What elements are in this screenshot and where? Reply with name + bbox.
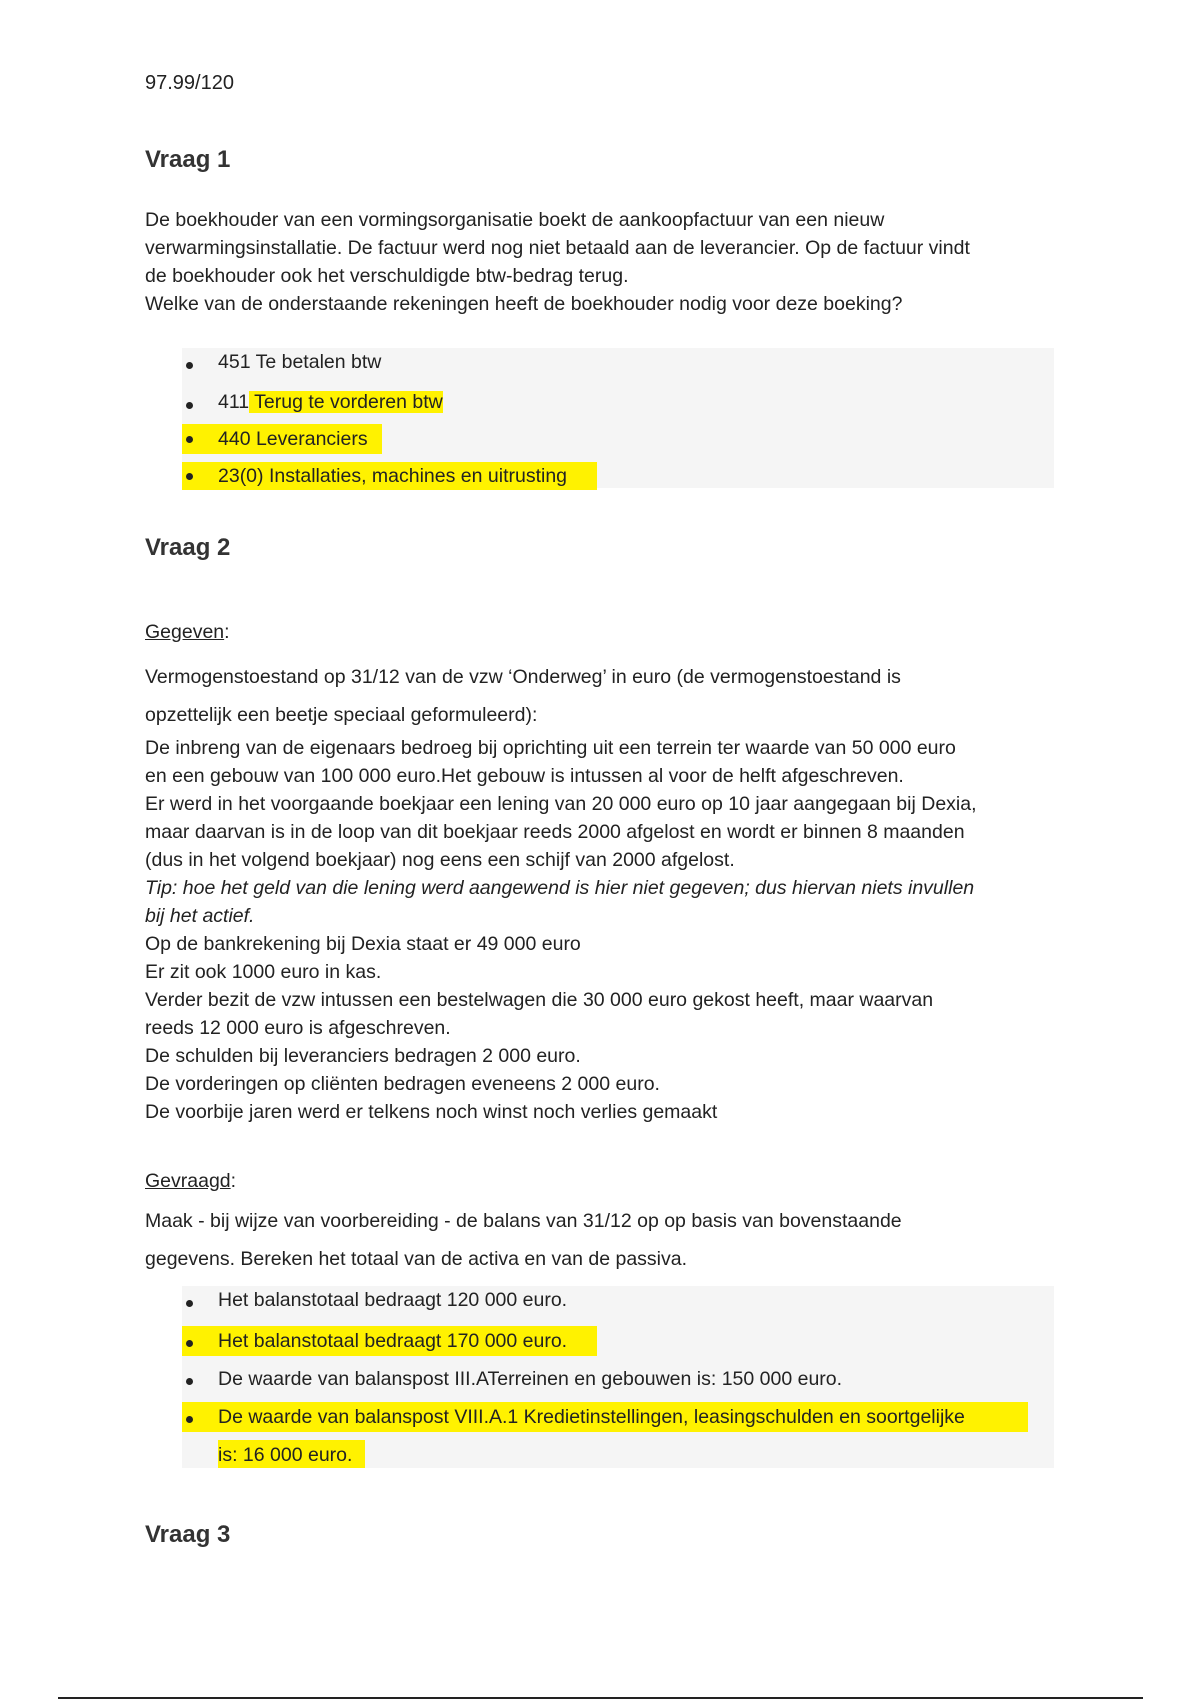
body-line: Op de bankrekening bij Dexia staat er 49 000 euro [145, 933, 581, 955]
question-2-intro [145, 658, 1065, 734]
question-1-title: Vraag 1 [145, 146, 231, 173]
body-line: Verder bezit de vzw intussen een bestelwagen die 30 000 euro gekost heeft, maar waarvan [145, 989, 934, 1011]
option-item[interactable] [182, 386, 1054, 424]
body-line: reeds 12 000 euro is afgeschreven. [145, 1017, 451, 1039]
body-line: maar daarvan is in de loop van dit boekjaar reeds 2000 afgelost en wordt er binnen 8 maanden [145, 821, 965, 843]
question-2-title: Vraag 2 [145, 534, 231, 561]
asked-colon: : [230, 1170, 237, 1192]
tip-line: bij het actief. [145, 905, 255, 927]
given-label [145, 621, 230, 644]
question-1-line: Welke van de onderstaande rekeningen heeft de boekhouder nodig voor deze boeking? [145, 293, 903, 315]
option-prefix: 411 [218, 391, 250, 413]
body-line: (dus in het volgend boekjaar) nog eens een schijf van 2000 afgelost. [145, 849, 735, 871]
asked-label [145, 1170, 236, 1193]
bullet-icon [186, 362, 193, 369]
option-item[interactable] [182, 1400, 1054, 1468]
option-item[interactable] [182, 462, 1054, 490]
option-highlight: Terug te vorderen btw [249, 391, 443, 413]
given-label-text: Gegeven [145, 621, 225, 643]
question-2-options [182, 1286, 1054, 1468]
option-text [218, 388, 443, 416]
intro-line: opzettelijk een beetje speciaal geformuleerd): [145, 704, 538, 726]
question-2-asked [145, 1202, 1065, 1278]
score-text: 97.99/120 [145, 72, 234, 94]
bullet-icon [186, 436, 193, 443]
option-text-continued: is: 16 000 euro. [218, 1444, 353, 1466]
option-text: 440 Leveranciers [218, 428, 368, 450]
bullet-icon [186, 1300, 193, 1307]
body-line: Er zit ook 1000 euro in kas. [145, 961, 382, 983]
question-2-body [145, 734, 1065, 1126]
body-line: De vorderingen op cliënten bedragen eveneens 2 000 euro. [145, 1073, 660, 1095]
option-text: 451 Te betalen btw [218, 351, 382, 373]
body-line: De voorbije jaren werd er telkens noch winst noch verlies gemaakt [145, 1101, 718, 1123]
option-item[interactable] [182, 1362, 1054, 1400]
option-text: Het balanstotaal bedraagt 170 000 euro. [218, 1330, 568, 1352]
question-1-text [145, 206, 1065, 318]
asked-label-text: Gevraagd [145, 1170, 231, 1192]
bullet-icon [186, 1416, 193, 1423]
option-text: 23(0) Installaties, machines en uitrusting [218, 465, 568, 487]
page-divider [58, 1697, 1143, 1699]
question-1-line: de boekhouder ook het verschuldigde btw-bedrag terug. [145, 265, 629, 287]
body-line: Er werd in het voorgaande boekjaar een lening van 20 000 euro op 10 jaar aangegaan bij Dexia, [145, 793, 977, 815]
asked-line: Maak - bij wijze van voorbereiding - de balans van 31/12 op op basis van bovenstaande [145, 1210, 902, 1232]
body-line: en een gebouw van 100 000 euro.Het gebouw is intussen al voor de helft afgeschreven. [145, 765, 904, 787]
bullet-icon [186, 1340, 193, 1347]
option-item[interactable] [182, 348, 1054, 386]
question-1-line: verwarmingsinstallatie. De factuur werd nog niet betaald aan de leverancier. Op de factuur vindt [145, 237, 970, 259]
asked-line: gegevens. Bereken het totaal van de activa en van de passiva. [145, 1248, 688, 1270]
option-text: Het balanstotaal bedraagt 120 000 euro. [218, 1289, 568, 1311]
question-3-title: Vraag 3 [145, 1521, 231, 1548]
body-line: De schulden bij leveranciers bedragen 2 000 euro. [145, 1045, 581, 1067]
intro-line: Vermogenstoestand op 31/12 van de vzw ‘Onderweg’ in euro (de vermogenstoestand is [145, 666, 901, 688]
tip-line: Tip: hoe het geld van die lening werd aangewend is hier niet gegeven; dus hiervan niets invullen [145, 877, 975, 899]
option-item[interactable] [182, 1286, 1054, 1324]
bullet-icon [186, 1378, 193, 1385]
question-1-options [182, 348, 1054, 488]
option-text: De waarde van balanspost VIII.A.1 Kredietinstellingen, leasingschulden en soortgelijke [218, 1406, 965, 1428]
bullet-icon [186, 402, 193, 409]
given-colon: : [224, 621, 230, 643]
option-item[interactable] [182, 1324, 1054, 1362]
question-1-line: De boekhouder van een vormingsorganisatie boekt de aankoopfactuur van een nieuw [145, 209, 885, 231]
body-line: De inbreng van de eigenaars bedroeg bij oprichting uit een terrein ter waarde van 50 000 euro [145, 737, 956, 759]
bullet-icon [186, 473, 193, 480]
option-item[interactable] [182, 424, 1054, 462]
option-text: De waarde van balanspost III.ATerreinen en gebouwen is: 150 000 euro. [218, 1368, 843, 1390]
